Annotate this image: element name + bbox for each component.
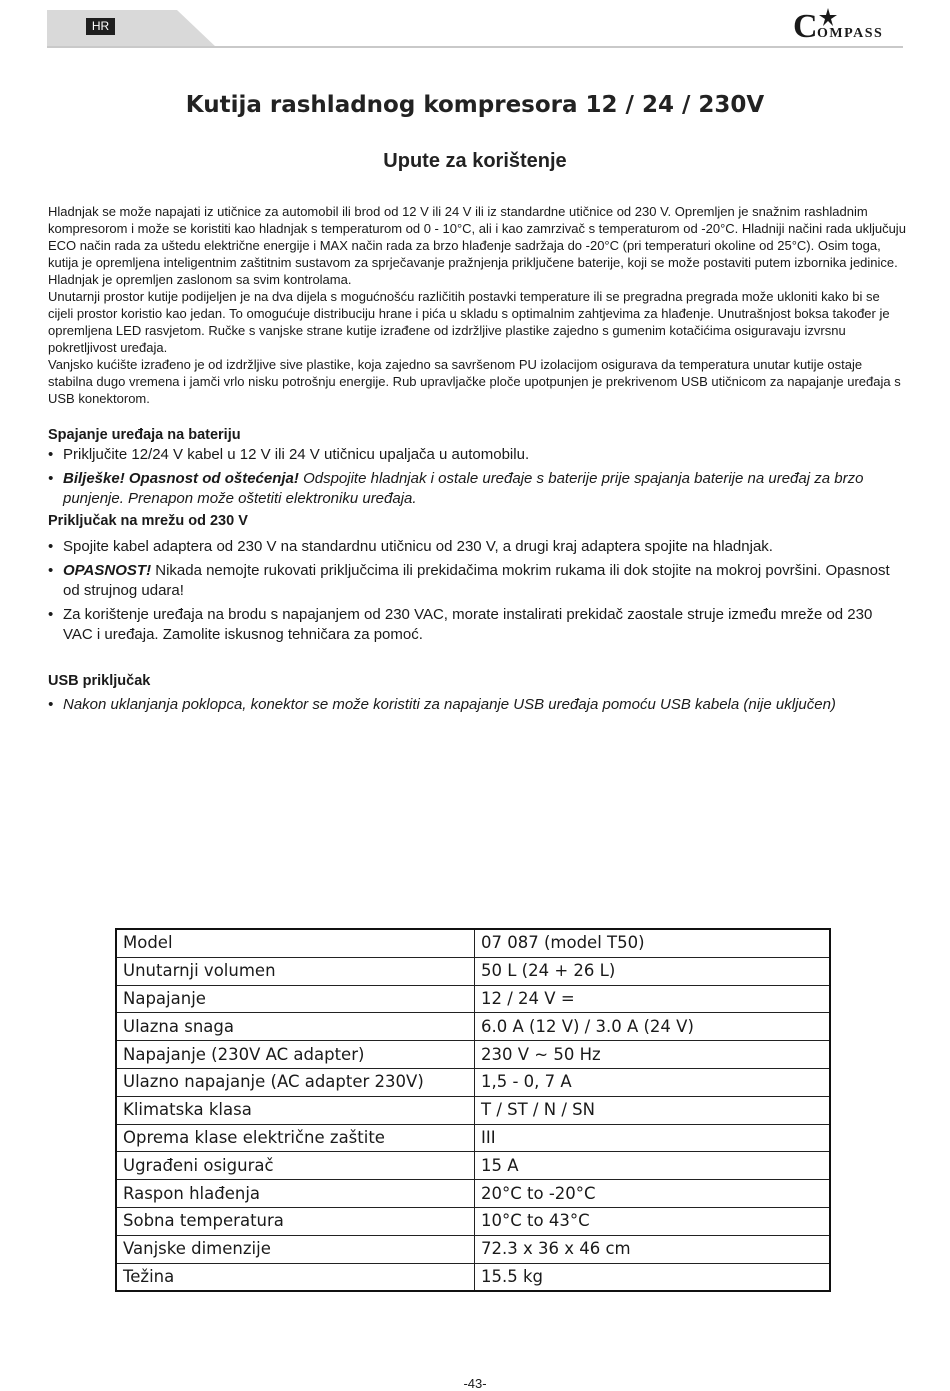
specifications-table xyxy=(115,928,831,1292)
table-row xyxy=(116,1096,830,1124)
spec-value: 12 / 24 V = xyxy=(475,985,831,1013)
spec-label: Napajanje xyxy=(116,985,475,1013)
mains-list xyxy=(48,537,898,649)
table-row xyxy=(116,1124,830,1152)
usb-list xyxy=(48,695,898,719)
table-row xyxy=(116,1235,830,1263)
table-row xyxy=(116,1207,830,1235)
page-title: Kutija rashladnog kompresora 12 / 24 / 230V xyxy=(185,92,765,118)
table-row xyxy=(116,929,830,957)
spec-label: Ulazno napajanje (AC adapter 230V) xyxy=(116,1068,475,1096)
spec-value: 50 L (24 + 26 L) xyxy=(475,957,831,985)
intro-paragraph: Vanjsko kućište izrađeno je od izdržljive sive plastike, koja zajedno sa savršenom PU izolacijom osigurava da temperatura unutar kutije ostaje stabilna dugo vremena i jamči vrlo nisku potrošnju energije. Rub upravljačke ploče upotpunjen je prekrivenom USB utičnicom za napajanje uređaja s USB konektorom. xyxy=(48,357,901,406)
header-band xyxy=(47,10,217,48)
table-row xyxy=(116,1263,830,1291)
list-item: • OPASNOST! Nikada nemojte rukovati priključcima ili prekidačima mokrim rukama ili dok stojite na mokroj površini. Opasnost od strujnog udara! xyxy=(48,561,898,601)
spec-label: Napajanje (230V AC adapter) xyxy=(116,1041,475,1069)
page-number: -43- xyxy=(463,1376,487,1391)
svg-text:C: C xyxy=(793,8,818,42)
spec-value: 07 087 (model T50) xyxy=(475,929,831,957)
list-item: • Bilješke! Opasnost od oštećenja! Odspojite hladnjak i ostale uređaje s baterije prije spajanja baterije na uređaj za brzo punjenje. Prenapon može oštetiti elektroniku uređaja. xyxy=(48,469,898,509)
svg-text:OMPASS: OMPASS xyxy=(817,26,884,41)
spec-label: Vanjske dimenzije xyxy=(116,1235,475,1263)
spec-value: 15 A xyxy=(475,1152,831,1180)
usb-section-title: USB priključak xyxy=(48,673,151,689)
spec-value: 10°C to 43°C xyxy=(475,1207,831,1235)
spec-label: Model xyxy=(116,929,475,957)
list-item: • Nakon uklanjanja poklopca, konektor se može koristiti za napajanje USB uređaja pomoću USB kabela (nije uključen) xyxy=(48,695,898,715)
spec-value: 230 V ~ 50 Hz xyxy=(475,1041,831,1069)
spec-value: T / ST / N / SN xyxy=(475,1096,831,1124)
spec-label: Ugrađeni osigurač xyxy=(116,1152,475,1180)
header-rule xyxy=(47,46,903,48)
spec-label: Težina xyxy=(116,1263,475,1291)
spec-value: 20°C to -20°C xyxy=(475,1180,831,1208)
battery-list xyxy=(48,445,898,513)
list-item: • Za korištenje uređaja na brodu s napajanjem od 230 VAC, morate instalirati prekidač zaostale struje između mreže od 230 VAC i uređaja. Zamolite iskusnog tehničara za pomoć. xyxy=(48,605,898,645)
spec-label: Oprema klase električne zaštite xyxy=(116,1124,475,1152)
compass-logo xyxy=(793,6,905,42)
list-item: • Priključite 12/24 V kabel u 12 V ili 24 V utičnicu upaljača u automobilu. xyxy=(48,445,898,465)
spec-value: 15.5 kg xyxy=(475,1263,831,1291)
page-subtitle: Upute za korištenje xyxy=(383,150,567,172)
spec-value: III xyxy=(475,1124,831,1152)
spec-value: 72.3 x 36 x 46 cm xyxy=(475,1235,831,1263)
spec-value: 1,5 - 0, 7 A xyxy=(475,1068,831,1096)
table-row xyxy=(116,1152,830,1180)
table-row xyxy=(116,1068,830,1096)
list-item: • Spojite kabel adaptera od 230 V na standardnu utičnicu od 230 V, a drugi kraj adaptera spojite na hladnjak. xyxy=(48,537,898,557)
intro-paragraph: Hladnjak se može napajati iz utičnice za automobil ili brod od 12 V ili 24 V ili iz standardne utičnice od 230 V. Opremljen je snažnim rashladnim kompresorom i može se koristiti kao hladnjak s temperaturom od 0 - 10°C, ali i kao zamrzivač s temperaturom od -20°C. Hladniji načini rada uključuju ECO način rada za uštedu električne energije i MAX način rada za brzo hlađenje sadržaja do -20°C (pri temperaturi okoline od 25°C). Osim toga, kutija je opremljena inteligentnim zaštitnim sustavom za sprječavanje pražnjenja priključene baterije, koji se može postaviti putem izbornika jedinice. Hladnjak je opremljen zaslonom sa svim kontrolama. xyxy=(48,204,906,287)
spec-label: Raspon hlađenja xyxy=(116,1180,475,1208)
battery-section-title: Spajanje uređaja na bateriju xyxy=(48,427,241,443)
spec-label: Unutarnji volumen xyxy=(116,957,475,985)
spec-value: 6.0 A (12 V) / 3.0 A (24 V) xyxy=(475,1013,831,1041)
mains-section-title: Priključak na mrežu od 230 V xyxy=(48,513,248,529)
spec-label: Sobna temperatura xyxy=(116,1207,475,1235)
table-row xyxy=(116,1041,830,1069)
table-row xyxy=(116,1180,830,1208)
intro-text xyxy=(48,203,908,407)
intro-paragraph: Unutarnji prostor kutije podijeljen je na dva dijela s mogućnošću različitih postavki temperature ili se pregradna pregrada može ukloniti kako bi se cijeli prostor koristio kao jedan. To omogućuje distribuciju hrane i pića u skladu s optimalnim zahtjevima za hlađenje. Unutrašnjost boksa također je opremljena LED rasvjetom. Ručke s vanjske strane kutije izrađene od izdržljive plastike zajedno s gumenim kotačićima osiguravaju izvrsnu pokretljivost uređaja. xyxy=(48,289,890,355)
table-row xyxy=(116,1013,830,1041)
spec-label: Ulazna snaga xyxy=(116,1013,475,1041)
table-row xyxy=(116,985,830,1013)
spec-label: Klimatska klasa xyxy=(116,1096,475,1124)
language-tag: HR xyxy=(86,18,115,35)
table-row xyxy=(116,957,830,985)
